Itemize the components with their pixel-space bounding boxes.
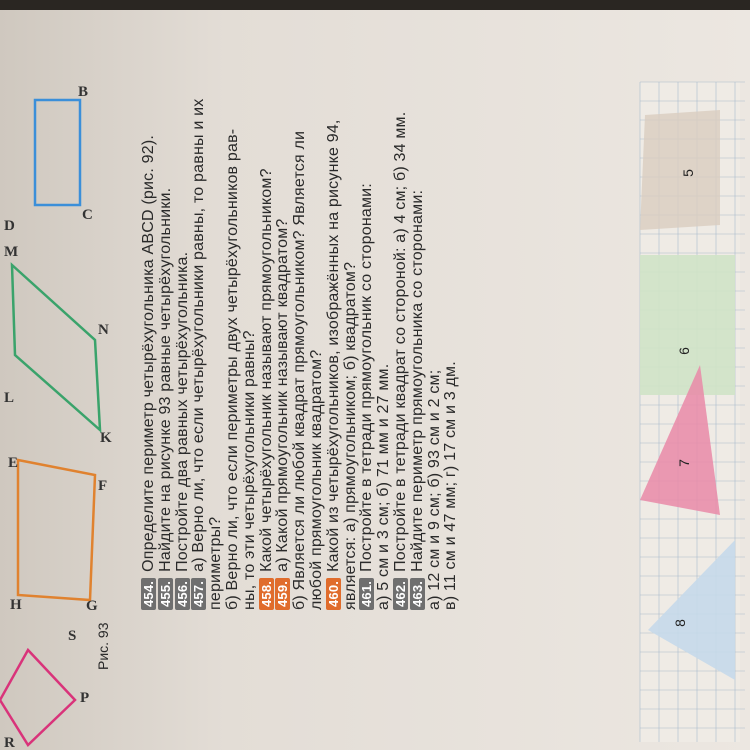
grid-number-8: 8 [671, 619, 688, 627]
label-M: M [4, 244, 19, 260]
exercise-text: Найдите на рисунке 93 равные четырёхугольники. [156, 187, 174, 572]
exercise-number: 460. [326, 578, 341, 610]
label-L: L [4, 390, 15, 406]
exercise-text: а) Какой прямоугольник называют квадратом? [274, 218, 292, 572]
exercise-text: Постройте два равных четырёхугольника. [173, 251, 191, 572]
exercise-number: 456. [175, 578, 190, 610]
exercise-text: в) 11 см и 47 мм; г) 17 см и 3 дм. [442, 361, 460, 610]
exercise-text: Определите периметр четырёхугольника ABCD (рис. 92). [140, 135, 157, 572]
exercise-line [291, 131, 309, 610]
exercise-line [140, 135, 158, 610]
exercise-text: является: а) прямоугольником; б) квадратом? [341, 261, 359, 610]
exercise-line [392, 112, 410, 610]
exercise-number: 463. [410, 578, 425, 610]
exercise-text: Какой четырёхугольник называют прямоугольником? [257, 168, 275, 572]
exercise-line [224, 129, 242, 610]
exercise-line [426, 370, 444, 610]
exercise-line [442, 361, 460, 610]
label-K: K [100, 430, 112, 446]
exercise-line [241, 330, 259, 610]
exercise-line [358, 183, 376, 610]
exercise-number: 459. [275, 578, 290, 610]
exercise-text: б) Является ли любой квадрат прямоугольником? Является ли [291, 130, 309, 610]
label-C: C [82, 207, 93, 223]
exercise-line [375, 364, 393, 610]
exercise-line [190, 99, 208, 610]
label-S: S [68, 628, 77, 644]
label-D: D [4, 218, 15, 234]
exercise-line [409, 190, 427, 610]
label-F: F [98, 478, 108, 494]
exercise-number: 454. [141, 578, 156, 610]
exercise-text: а) 12 см и 9 см; б) 93 см и 2 см; [425, 369, 443, 610]
figure-caption: Рис. 93 [95, 622, 111, 670]
exercise-number: 458. [259, 578, 274, 610]
exercise-text: Найдите периметр прямоугольника со сторонами: [408, 189, 426, 572]
exercise-line [325, 119, 343, 610]
exercise-line [308, 350, 326, 610]
exercise-number: 461. [359, 578, 374, 610]
exercise-text: Постройте в тетради квадрат со стороной: а) 4 см; б) 34 мм. [392, 111, 409, 572]
exercise-number: 457. [191, 578, 206, 610]
exercise-text: ны, то эти четырёхугольники равны? [240, 330, 258, 610]
label-B: B [78, 84, 89, 100]
exercise-line [207, 517, 225, 610]
exercise-text: периметры? [207, 516, 225, 610]
exercise-line [174, 252, 192, 610]
exercise-text: Какой из четырёхугольников, изображённых на рисунке 94, [324, 119, 342, 572]
exercise-number: 455. [158, 578, 173, 610]
exercise-line [258, 168, 276, 610]
grid-number-6: 6 [675, 347, 692, 355]
label-E: E [8, 455, 19, 471]
label-H: H [10, 597, 22, 613]
exercise-text: Постройте в тетради прямоугольник со сторонами: [358, 183, 376, 572]
exercise-number: 462. [393, 578, 408, 610]
label-G: G [86, 598, 98, 614]
exercise-line [274, 218, 292, 610]
exercise-text: любой прямоугольник квадратом? [308, 349, 325, 610]
exercise-line [157, 188, 175, 610]
grid-number-7: 7 [675, 459, 692, 467]
exercise-text: а) 5 см и 3 см; б) 71 мм и 27 мм. [375, 363, 393, 610]
exercise-line [342, 262, 360, 610]
exercise-text: б) Верно ли, что если периметры двух четырёхугольников рав- [224, 128, 241, 610]
grid-number-5: 5 [679, 169, 696, 177]
label-P: P [80, 690, 90, 706]
label-N: N [98, 322, 109, 338]
exercise-text: а) Верно ли, что если четырёхугольники равны, то равны и их [190, 98, 208, 572]
label-R: R [4, 735, 15, 750]
